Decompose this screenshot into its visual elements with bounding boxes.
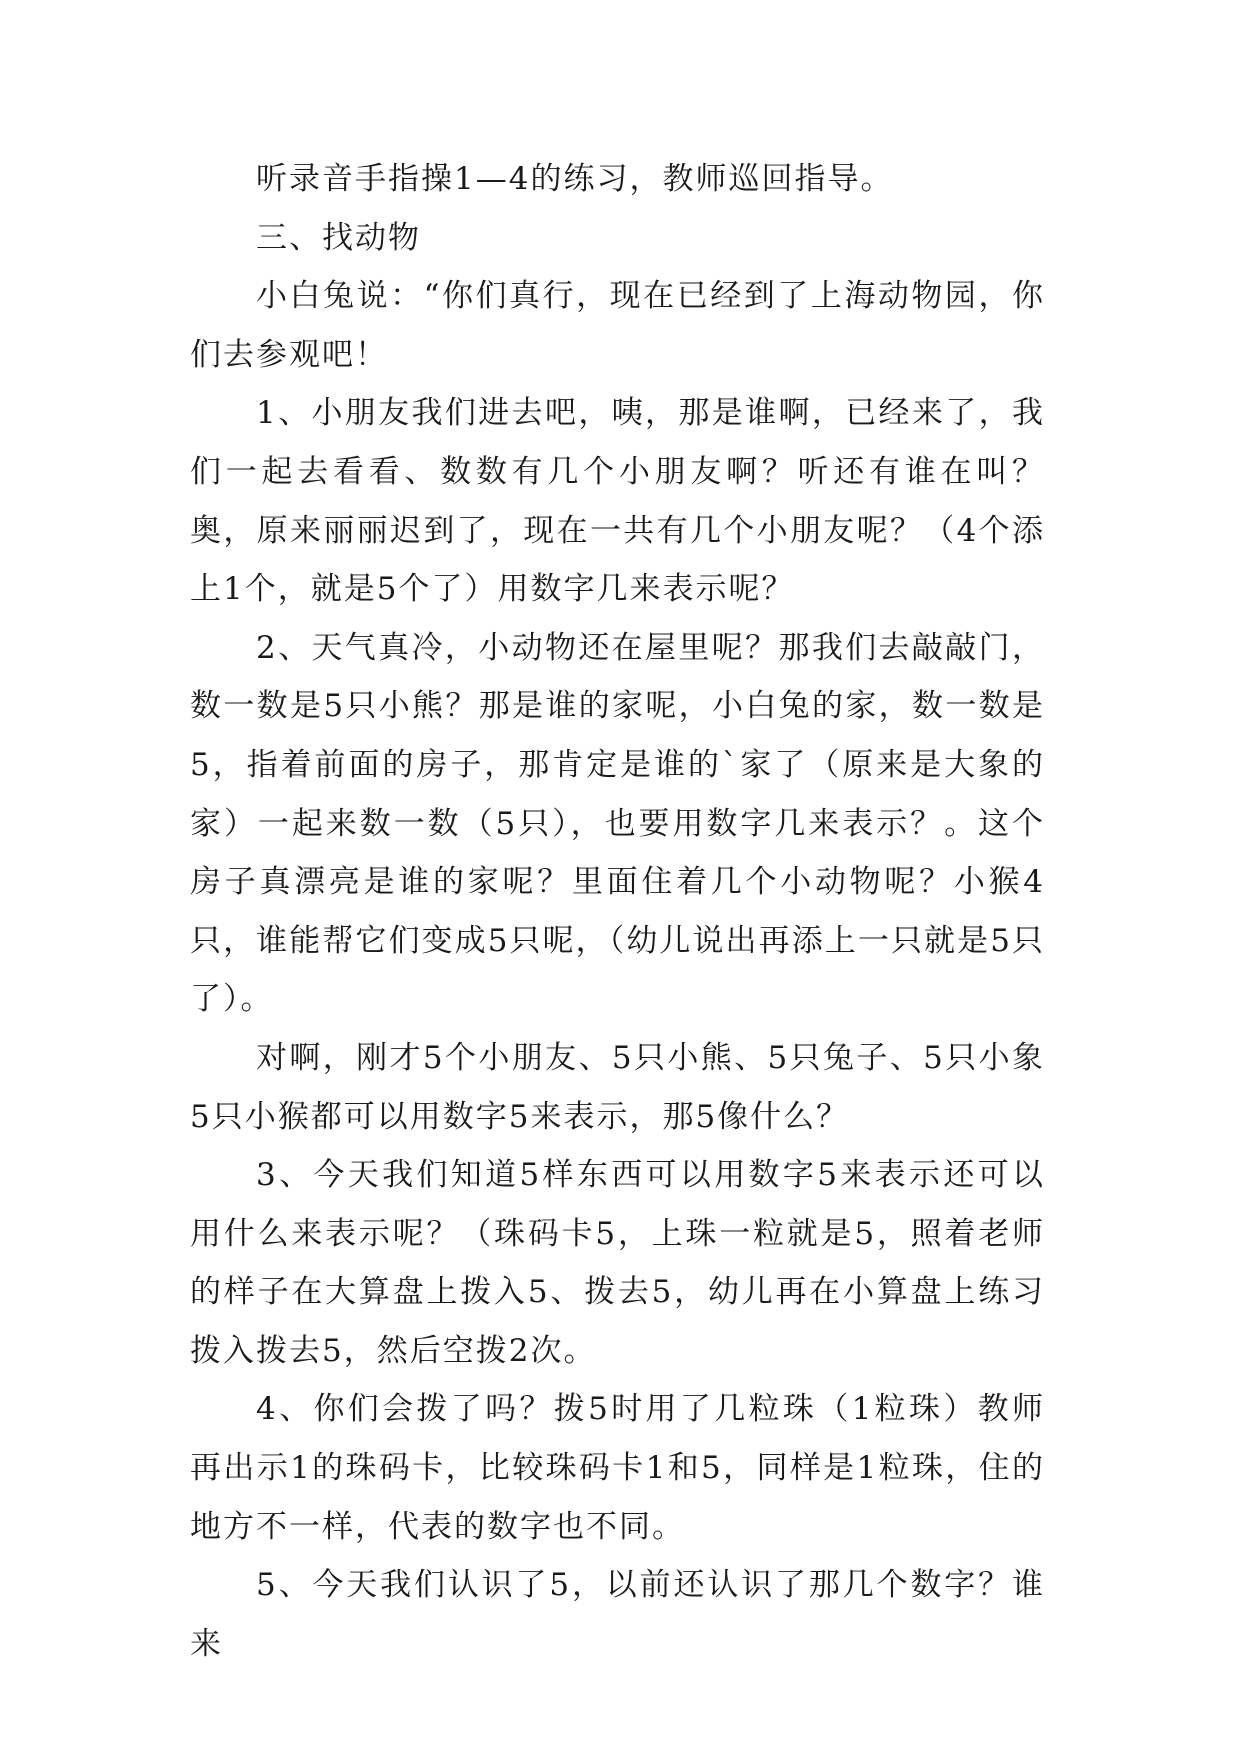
paragraph-step-5: 5、今天我们认识了5，以前还认识了那几个数字？谁来	[190, 1567, 1045, 1662]
section-heading-find-animals: 三、找动物	[256, 219, 421, 256]
paragraph-step-2: 2、天气真冷，小动物还在屋里呢？那我们去敲敲门，数一数是5只小熊？那是谁的家呢，小白兔的家，数一数是5，指着前面的房子，那肯定是谁的`家了（原来是大象的家）一起来数一数（5只），也要用数字几来表示？。这个房子真漂亮是谁的家呢？里面住着几个小动物呢？小猴4只，谁能帮它们变成5只呢，（幼儿说出再添上一只就是5只了）。	[190, 629, 1045, 1018]
paragraph-step-4: 4、你们会拨了吗？拨5时用了几粒珠（1粒珠）教师再出示1的珠码卡，比较珠码卡1和5，同样是1粒珠，住的地方不一样，代表的数字也不同。	[190, 1391, 1045, 1545]
document-body	[190, 150, 1045, 1673]
paragraph-step-1: 1、小朋友我们进去吧，咦，那是谁啊，已经来了，我们一起去看看、数数有几个小朋友啊？听还有谁在叫？奥，原来丽丽迟到了，现在一共有几个小朋友呢？（4个添上1个，就是5个了）用数字几来表示呢？	[190, 395, 1045, 608]
paragraph-listen-exercise: 听录音手指操1—4的练习，教师巡回指导。	[256, 161, 894, 197]
paragraph-step-3: 3、今天我们知道5样东西可以用数字5来表示还可以用什么来表示呢？（珠码卡5，上珠一粒就是5，照着老师的样子在大算盘上拨入5、拨去5，幼儿再在小算盘上练习拨入拨去5，然后空拨2次。	[190, 1157, 1045, 1369]
paragraph-summary-five: 对啊，刚才5个小朋友、5只小熊、5只兔子、5只小象5只小猴都可以用数字5来表示，那5像什么？	[190, 1039, 1045, 1135]
paragraph-rabbit-says: 小白兔说：“你们真行，现在已经到了上海动物园，你们去参观吧！	[190, 278, 1045, 373]
